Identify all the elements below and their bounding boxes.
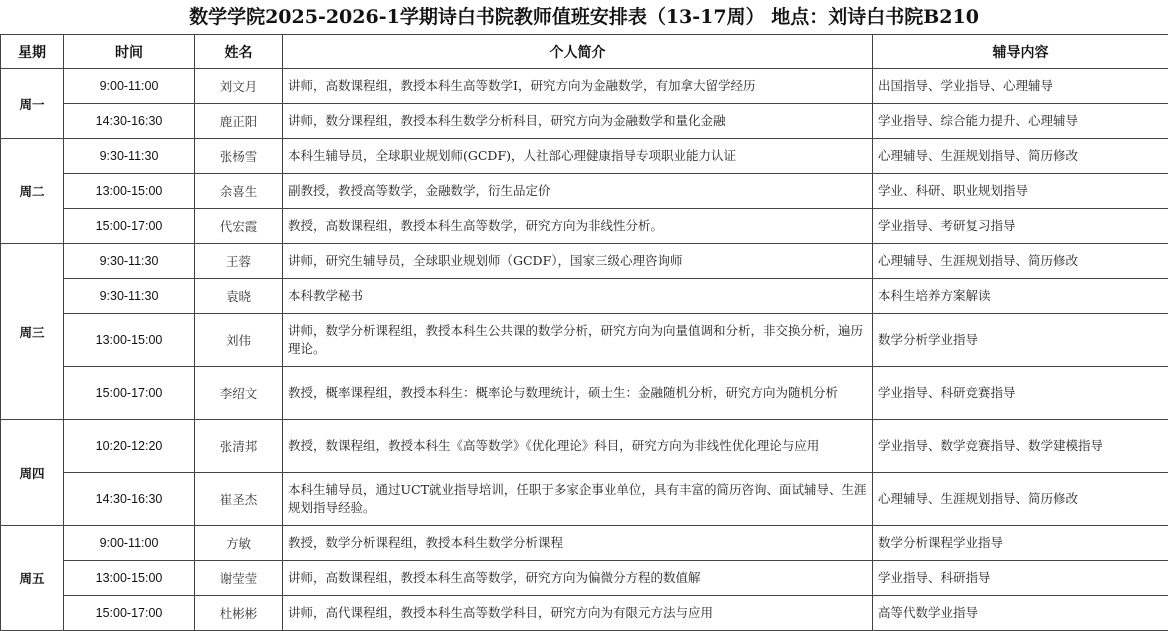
- header-name: 姓名: [195, 35, 283, 69]
- day-cell-wednesday: 周三: [1, 244, 64, 420]
- name-cell: 张清邦: [195, 420, 283, 473]
- page-title: 数学学院2025-2026-1学期诗白书院教师值班安排表（13-17周） 地点：刘诗白书院B210: [0, 0, 1168, 34]
- name-cell: 崔圣杰: [195, 473, 283, 526]
- table-row: [1, 420, 1168, 473]
- content-cell: 心理辅导、生涯规划指导、简历修改: [873, 473, 1168, 526]
- name-cell: 李绍文: [195, 367, 283, 420]
- time-cell: 9:00-11:00: [64, 526, 195, 561]
- content-cell: 学业指导、科研指导: [873, 561, 1168, 596]
- table-row: [1, 139, 1168, 174]
- time-cell: 9:00-11:00: [64, 69, 195, 104]
- time-cell: 14:30-16:30: [64, 473, 195, 526]
- day-cell-friday: 周五: [1, 526, 64, 631]
- content-cell: 高等代数学业指导: [873, 596, 1168, 631]
- intro-cell: 本科教学秘书: [283, 279, 873, 314]
- time-cell: 15:00-17:00: [64, 367, 195, 420]
- time-cell: 15:00-17:00: [64, 596, 195, 631]
- table-row: [1, 209, 1168, 244]
- day-cell-thursday: 周四: [1, 420, 64, 526]
- table-row: [1, 561, 1168, 596]
- intro-cell: 教授，数课程组，教授本科生《高等数学》《优化理论》科目，研究方向为非线性优化理论与应用: [283, 420, 873, 473]
- header-content: 辅导内容: [873, 35, 1168, 69]
- name-cell: 杜彬彬: [195, 596, 283, 631]
- intro-cell: 讲师，高代课程组，教授本科生高等数学科目，研究方向为有限元方法与应用: [283, 596, 873, 631]
- content-cell: 本科生培养方案解读: [873, 279, 1168, 314]
- table-row: [1, 174, 1168, 209]
- header-time: 时间: [64, 35, 195, 69]
- content-cell: 心理辅导、生涯规划指导、简历修改: [873, 244, 1168, 279]
- content-cell: 学业指导、科研竞赛指导: [873, 367, 1168, 420]
- content-cell: 学业指导、综合能力提升、心理辅导: [873, 104, 1168, 139]
- table-row: [1, 69, 1168, 104]
- content-cell: 数学分析学业指导: [873, 314, 1168, 367]
- day-cell-monday: 周一: [1, 69, 64, 139]
- name-cell: 王蓉: [195, 244, 283, 279]
- table-row: [1, 104, 1168, 139]
- time-cell: 9:30-11:30: [64, 279, 195, 314]
- time-cell: 14:30-16:30: [64, 104, 195, 139]
- table-row: [1, 314, 1168, 367]
- table-row: [1, 596, 1168, 631]
- table-header-row: [1, 35, 1168, 69]
- content-cell: 学业指导、数学竞赛指导、数学建模指导: [873, 420, 1168, 473]
- intro-cell: 副教授，教授高等数学，金融数学，衍生品定价: [283, 174, 873, 209]
- name-cell: 鹿正阳: [195, 104, 283, 139]
- name-cell: 谢莹莹: [195, 561, 283, 596]
- content-cell: 出国指导、学业指导、心理辅导: [873, 69, 1168, 104]
- name-cell: 刘文月: [195, 69, 283, 104]
- table-row: [1, 526, 1168, 561]
- intro-cell: 教授，概率课程组，教授本科生：概率论与数理统计，硕士生：金融随机分析，研究方向为随机分析: [283, 367, 873, 420]
- time-cell: 10:20-12:20: [64, 420, 195, 473]
- time-cell: 15:00-17:00: [64, 209, 195, 244]
- day-cell-tuesday: 周二: [1, 139, 64, 244]
- intro-cell: 本科生辅导员，全球职业规划师(GCDF)，人社部心理健康指导专项职业能力认证: [283, 139, 873, 174]
- time-cell: 13:00-15:00: [64, 174, 195, 209]
- intro-cell: 讲师，数分课程组，教授本科生数学分析科目，研究方向为金融数学和量化金融: [283, 104, 873, 139]
- name-cell: 余喜生: [195, 174, 283, 209]
- time-cell: 9:30-11:30: [64, 244, 195, 279]
- table-row: [1, 279, 1168, 314]
- name-cell: 方敏: [195, 526, 283, 561]
- intro-cell: 讲师，研究生辅导员，全球职业规划师（GCDF），国家三级心理咨询师: [283, 244, 873, 279]
- header-intro: 个人简介: [283, 35, 873, 69]
- content-cell: 学业、科研、职业规划指导: [873, 174, 1168, 209]
- table-row: [1, 473, 1168, 526]
- intro-cell: 讲师，数学分析课程组，教授本科生公共课的数学分析，研究方向为向量值调和分析，非交换分析，遍历理论。: [283, 314, 873, 367]
- intro-cell: 讲师，高数课程组，教授本科生高等数学，研究方向为偏微分方程的数值解: [283, 561, 873, 596]
- table-row: [1, 367, 1168, 420]
- content-cell: 数学分析课程学业指导: [873, 526, 1168, 561]
- intro-cell: 讲师，高数课程组，教授本科生高等数学I，研究方向为金融数学，有加拿大留学经历: [283, 69, 873, 104]
- intro-cell: 教授，高数课程组，教授本科生高等数学，研究方向为非线性分析。: [283, 209, 873, 244]
- content-cell: 学业指导、考研复习指导: [873, 209, 1168, 244]
- table-row: [1, 244, 1168, 279]
- intro-cell: 本科生辅导员，通过UCT就业指导培训，任职于多家企事业单位，具有丰富的简历咨询、面试辅导、生涯规划指导经验。: [283, 473, 873, 526]
- header-day: 星期: [1, 35, 64, 69]
- content-cell: 心理辅导、生涯规划指导、简历修改: [873, 139, 1168, 174]
- name-cell: 代宏霞: [195, 209, 283, 244]
- name-cell: 袁晓: [195, 279, 283, 314]
- intro-cell: 教授，数学分析课程组，教授本科生数学分析课程: [283, 526, 873, 561]
- name-cell: 刘伟: [195, 314, 283, 367]
- time-cell: 13:00-15:00: [64, 561, 195, 596]
- time-cell: 9:30-11:30: [64, 139, 195, 174]
- duty-schedule-table: [0, 34, 1168, 631]
- name-cell: 张杨雪: [195, 139, 283, 174]
- time-cell: 13:00-15:00: [64, 314, 195, 367]
